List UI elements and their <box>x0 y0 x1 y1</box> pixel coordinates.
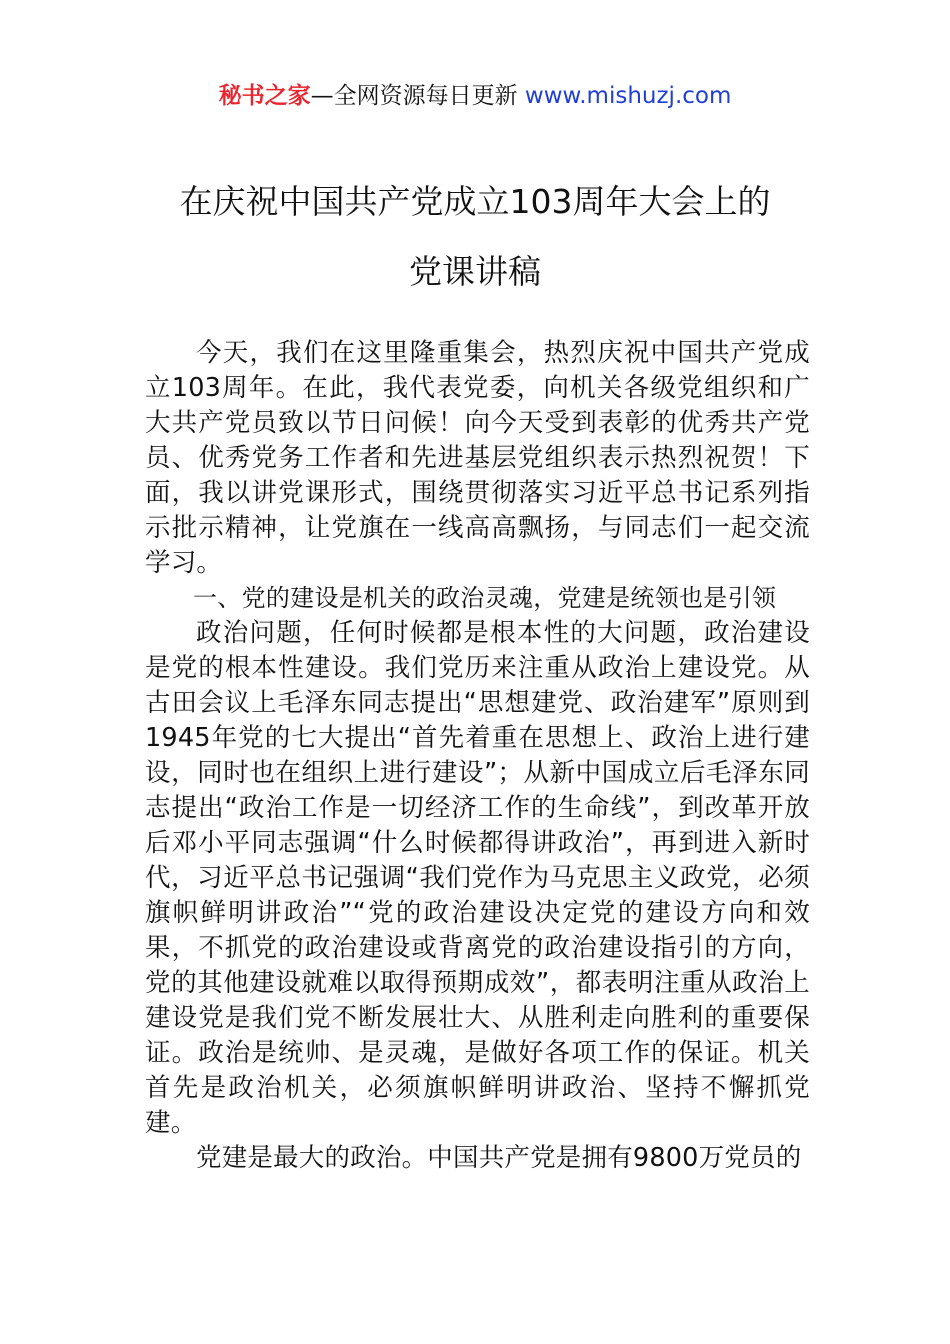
paragraph-party-building: 党建是最大的政治。中国共产党是拥有9800万党员的 <box>196 1143 802 1173</box>
site-url-link[interactable]: www.mishuzj.com <box>524 83 732 109</box>
document-title-line-2: 党课讲稿 <box>409 252 541 291</box>
document-body <box>145 336 810 1176</box>
site-brand: 秘书之家 <box>218 83 311 109</box>
section-heading-1: 一、党的建设是机关的政治灵魂，党建是统领也是引领 <box>193 584 777 612</box>
paragraph-political-building: 政治问题，任何时候都是根本性的大问题，政治建设是党的根本性建设。我们党历来注重从政治上建设党。从古田会议上毛泽东同志提出“思想建党、政治建军”原则到1945年党的七大提出“首先着重在思想上、政治上进行建设，同时也在组织上进行建设”；从新中国成立后毛泽东同志提出“政治工作是一切经济工作的生命线”，到改革开放后邓小平同志强调“什么时候都得讲政治”，再到进入新时代，习近平总书记强调“我们党作为马克思主义政党，必须旗帜鲜明讲政治”“党的政治建设决定党的建设方向和效果，不抓党的政治建设或背离党的政治建设指引的方向，党的其他建设就难以取得预期成效”，都表明注重从政治上建设党是我们党不断发展壮大、从胜利走向胜利的重要保证。政治是统帅、是灵魂，是做好各项工作的保证。机关首先是政治机关，必须旗帜鲜明讲政治、坚持不懈抓党建。 <box>145 618 810 1138</box>
site-header <box>0 80 950 112</box>
site-slogan: —全网资源每日更新 <box>310 83 518 109</box>
document-title-line-1: 在庆祝中国共产党成立103周年大会上的 <box>179 182 771 221</box>
paragraph-intro: 今天，我们在这里隆重集会，热烈庆祝中国共产党成立103周年。在此，我代表党委，向机关各级党组织和广大共产党员致以节日问候！向今天受到表彰的优秀共产党员、优秀党务工作者和先进基层党组织表示热烈祝贺！下面，我以讲党课形式，围绕贯彻落实习近平总书记系列指示批示精神，让党旗在一线高高飘扬，与同志们一起交流学习。 <box>145 338 810 578</box>
